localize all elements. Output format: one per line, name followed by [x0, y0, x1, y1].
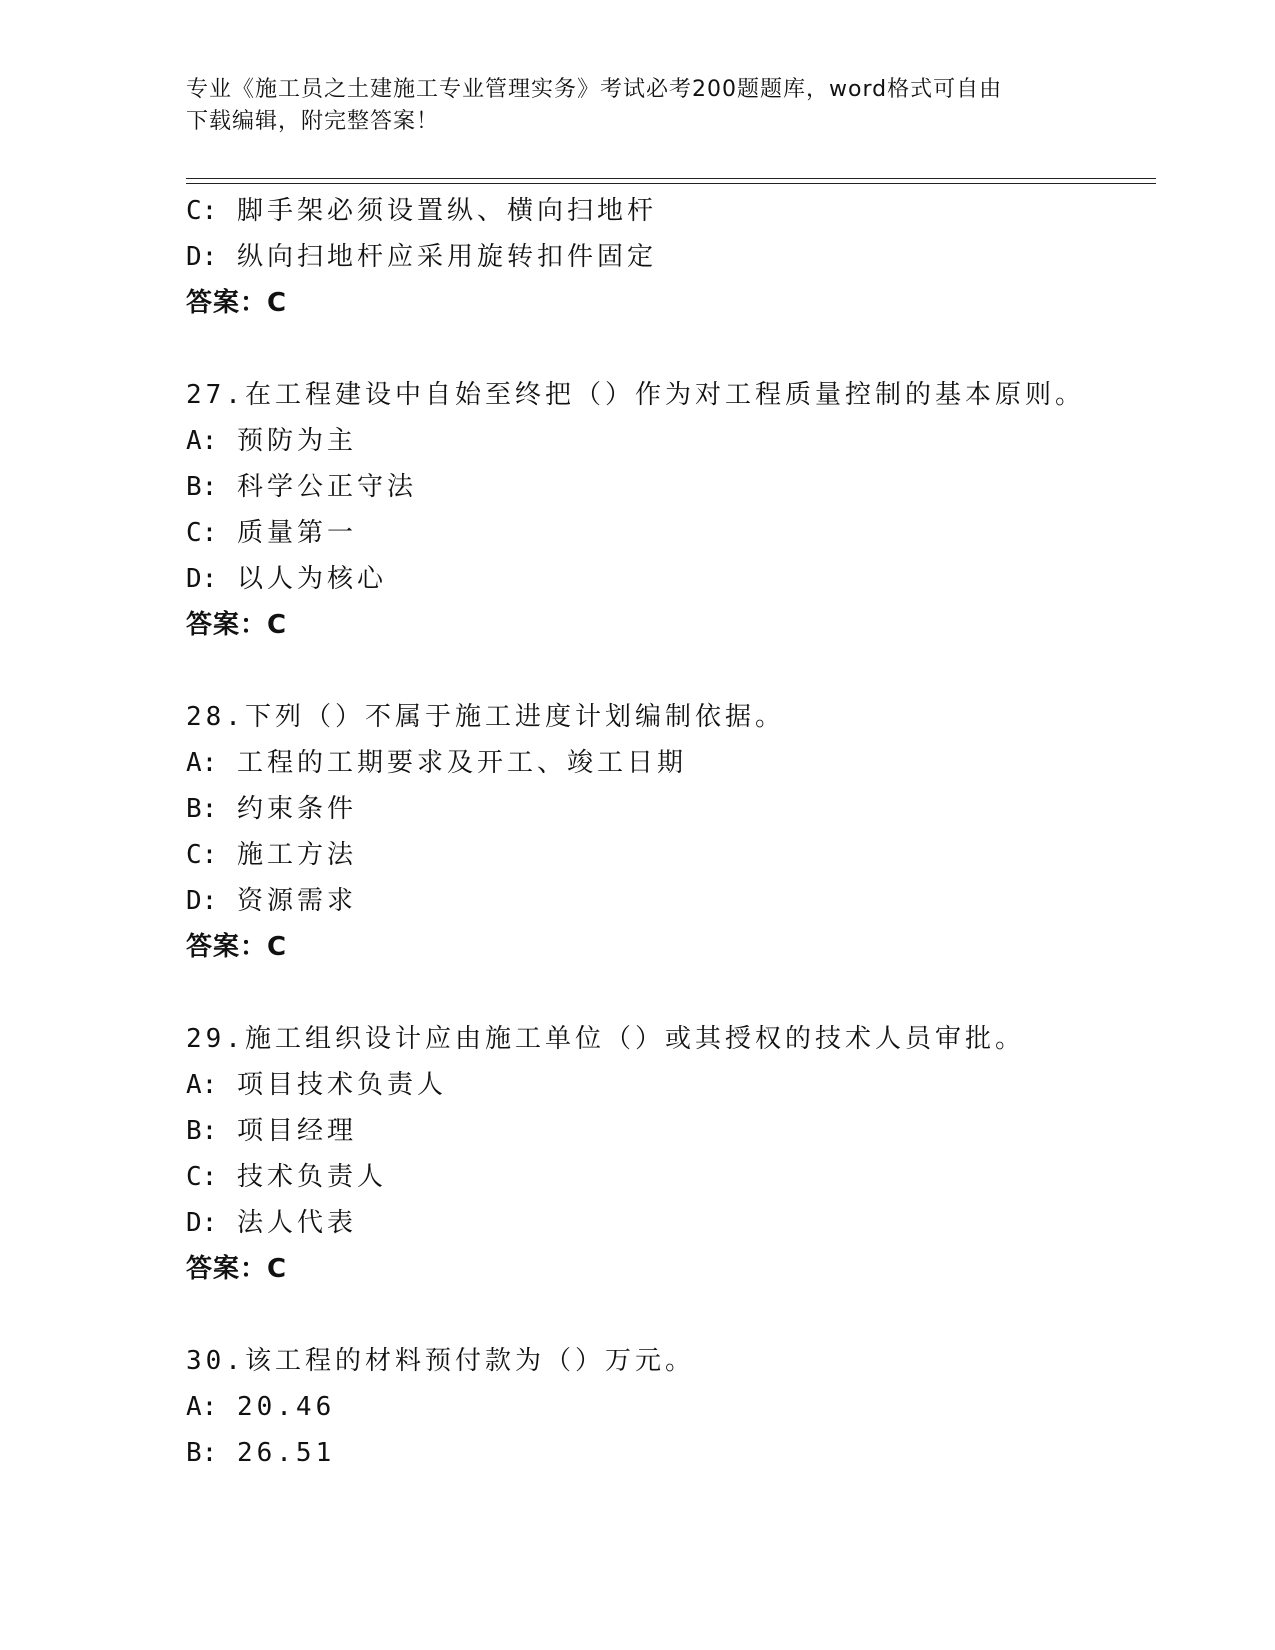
option-letter: B: — [186, 794, 218, 824]
option-d — [186, 556, 1186, 602]
option-text: 纵向扫地杆应采用旋转扣件固定 — [236, 242, 657, 272]
option-c — [186, 1154, 1186, 1200]
option-a — [186, 418, 1186, 464]
answer-line: 答案：C — [186, 1254, 288, 1284]
option-text: 技术负责人 — [236, 1162, 387, 1192]
option-letter: B: — [186, 1116, 218, 1146]
option-text: 质量第一 — [236, 518, 357, 548]
option-letter: C: — [186, 1162, 218, 1192]
option-text: 项目经理 — [236, 1116, 357, 1146]
answer-line: 答案：C — [186, 288, 288, 318]
spacer — [186, 1292, 1186, 1338]
option-b — [186, 786, 1186, 832]
option-text: 施工方法 — [236, 840, 357, 870]
option-letter: C: — [186, 840, 218, 870]
option-a — [186, 1062, 1186, 1108]
option-letter: A: — [186, 1392, 218, 1422]
option-letter: C: — [186, 196, 218, 226]
option-text: 约束条件 — [236, 794, 357, 824]
question-block-partial — [186, 188, 1186, 326]
option-text: 法人代表 — [236, 1208, 357, 1238]
option-text: 20.46 — [236, 1392, 336, 1422]
question-block-27 — [186, 372, 1186, 648]
question-block-29 — [186, 1016, 1186, 1292]
option-a — [186, 740, 1186, 786]
option-text: 工程的工期要求及开工、竣工日期 — [236, 748, 687, 778]
question-title: 30.该工程的材料预付款为（）万元。 — [186, 1346, 695, 1376]
option-letter: A: — [186, 748, 218, 778]
option-text: 项目技术负责人 — [236, 1070, 447, 1100]
option-c — [186, 510, 1186, 556]
option-b — [186, 1108, 1186, 1154]
option-text: 资源需求 — [236, 886, 357, 916]
option-letter: B: — [186, 1438, 218, 1468]
question-title: 27.在工程建设中自始至终把（）作为对工程质量控制的基本原则。 — [186, 380, 1085, 410]
option-c — [186, 832, 1186, 878]
option-letter: A: — [186, 1070, 218, 1100]
header-divider-top — [186, 178, 1156, 179]
option-text: 科学公正守法 — [236, 472, 417, 502]
option-letter: A: — [186, 426, 218, 456]
option-text: 脚手架必须设置纵、横向扫地杆 — [236, 196, 657, 226]
option-d — [186, 878, 1186, 924]
option-letter: B: — [186, 472, 218, 502]
spacer — [186, 326, 1186, 372]
option-text: 26.51 — [236, 1438, 336, 1468]
option-letter: D: — [186, 1208, 218, 1238]
option-b — [186, 464, 1186, 510]
option-letter: D: — [186, 564, 218, 594]
option-a — [186, 1384, 1186, 1430]
answer-line: 答案：C — [186, 610, 288, 640]
option-letter: C: — [186, 518, 218, 548]
spacer — [186, 970, 1186, 1016]
option-d — [186, 1200, 1186, 1246]
question-list — [186, 188, 1186, 1476]
header-line-2: 下载编辑，附完整答案！ — [186, 109, 440, 134]
document-header — [186, 74, 1066, 138]
option-c — [186, 188, 1186, 234]
question-title: 28.下列（）不属于施工进度计划编制依据。 — [186, 702, 785, 732]
header-line-1: 专业《施工员之土建施工专业管理实务》考试必考200题题库，word格式可自由 — [186, 77, 1003, 102]
option-letter: D: — [186, 886, 218, 916]
question-block-30 — [186, 1338, 1186, 1476]
option-d — [186, 234, 1186, 280]
question-block-28 — [186, 694, 1186, 970]
header-divider-bottom — [186, 183, 1156, 184]
option-text: 预防为主 — [236, 426, 357, 456]
answer-line: 答案：C — [186, 932, 288, 962]
option-letter: D: — [186, 242, 218, 272]
spacer — [186, 648, 1186, 694]
question-title: 29.施工组织设计应由施工单位（）或其授权的技术人员审批。 — [186, 1024, 1025, 1054]
option-b — [186, 1430, 1186, 1476]
option-text: 以人为核心 — [236, 564, 387, 594]
